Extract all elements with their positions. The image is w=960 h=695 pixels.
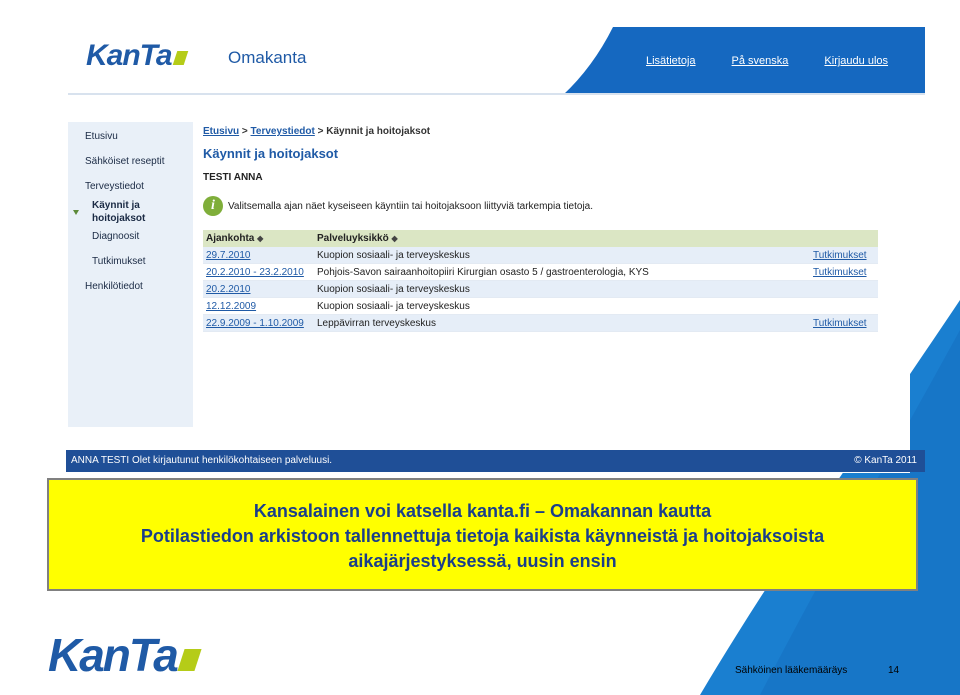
sidebar-item-kaynnit-ja-hoitojaksot[interactable]: Käynnit ja hoitojaksot — [92, 200, 146, 224]
link-pa-svenska[interactable]: På svenska — [731, 55, 789, 67]
breadcrumb-current: Käynnit ja hoitojaksot — [326, 126, 431, 137]
service-unit: Kuopion sosiaali- ja terveyskeskus — [314, 281, 810, 298]
visit-date-link[interactable]: 12.12.2009 — [206, 300, 257, 312]
tutkimukset-link[interactable]: Tutkimukset — [813, 249, 867, 261]
column-palveluyksikko[interactable]: Palveluyksikkö ◆ — [314, 230, 810, 247]
info-icon: i — [203, 196, 223, 216]
sidebar-item-sahkoiset-reseptit[interactable]: Sähköiset reseptit — [85, 156, 165, 167]
omakanta-screenshot — [35, 25, 917, 473]
header-links — [646, 55, 888, 67]
sidebar — [68, 122, 193, 427]
tutkimukset-link[interactable]: Tutkimukset — [813, 317, 867, 329]
sort-icon[interactable]: ◆ — [391, 234, 398, 243]
sidebar-item-henkilotiedot[interactable]: Henkilötiedot — [85, 281, 143, 292]
visits-table — [203, 230, 878, 332]
callout-line-2: Potilastiedon arkistoon tallennettuja tietoja kaikista käynneistä ja hoitojaksoista — [140, 526, 825, 546]
service-unit: Leppävirran terveyskeskus — [314, 315, 810, 332]
visit-date-link[interactable]: 22.9.2009 - 1.10.2009 — [206, 317, 304, 329]
table-row — [203, 281, 878, 298]
page-title: Käynnit ja hoitojaksot — [203, 146, 339, 161]
sort-icon[interactable]: ◆ — [257, 234, 264, 243]
table-row — [203, 315, 878, 332]
info-text: Valitsemalla ajan näet kyseiseen käyntiin tai hoitojaksoon liittyviä tarkempia tietoja. — [228, 201, 594, 212]
link-kirjaudu-ulos[interactable]: Kirjaudu ulos — [824, 55, 889, 67]
breadcrumb-etusivu[interactable]: Etusivu — [203, 126, 240, 137]
breadcrumb-separator: > — [241, 126, 248, 137]
app-title: Omakanta — [228, 48, 307, 67]
breadcrumb-separator: > — [317, 126, 324, 137]
callout-box — [47, 478, 918, 591]
expanded-arrow-icon — [73, 210, 79, 215]
column-ajankohta[interactable]: Ajankohta ◆ — [203, 230, 314, 247]
table-row — [203, 264, 878, 281]
table-header-row — [203, 230, 878, 247]
column-links — [810, 230, 878, 247]
sidebar-item-etusivu[interactable]: Etusivu — [85, 131, 118, 142]
sidebar-item-terveystiedot[interactable]: Terveystiedot — [85, 181, 144, 192]
visit-date-link[interactable]: 29.7.2010 — [206, 249, 251, 261]
breadcrumb — [203, 126, 430, 137]
patient-name: TESTI ANNA — [203, 172, 263, 183]
service-unit: Pohjois-Savon sairaanhoitopiiri Kirurgian osasto 5 / gastroenterologia, KYS — [314, 264, 810, 281]
omakanta-header — [68, 27, 925, 95]
visit-date-link[interactable]: 20.2.2010 - 23.2.2010 — [206, 266, 304, 278]
status-footer — [66, 450, 925, 472]
visit-date-link[interactable]: 20.2.2010 — [206, 283, 251, 295]
copyright-text: © KanTa 2011 — [854, 455, 917, 466]
table-row — [203, 298, 878, 315]
logged-in-text: ANNA TESTI Olet kirjautunut henkilökohtaiseen palveluusi. — [71, 455, 333, 466]
sidebar-item-diagnoosit[interactable]: Diagnoosit — [92, 231, 140, 242]
service-unit: Kuopion sosiaali- ja terveyskeskus — [314, 247, 810, 264]
breadcrumb-terveystiedot[interactable]: Terveystiedot — [250, 126, 315, 137]
callout-line-1: Kansalainen voi katsella kanta.fi – Omakannan kautta — [253, 501, 712, 521]
tutkimukset-link[interactable]: Tutkimukset — [813, 266, 867, 278]
kanta-logo-large: KanTa — [48, 632, 198, 678]
slide-page-number: 14 — [888, 665, 900, 676]
sidebar-item-tutkimukset[interactable]: Tutkimukset — [92, 256, 146, 267]
callout-line-3: aikajärjestyksessä, uusin ensin — [348, 551, 617, 571]
slide-footer-text: Sähköinen lääkemääräys — [735, 665, 848, 676]
service-unit: Kuopion sosiaali- ja terveyskeskus — [314, 298, 810, 315]
link-lisatietoja[interactable]: Lisätietoja — [646, 55, 696, 67]
kanta-logo[interactable]: KanTa — [86, 39, 186, 73]
table-row — [203, 247, 878, 264]
